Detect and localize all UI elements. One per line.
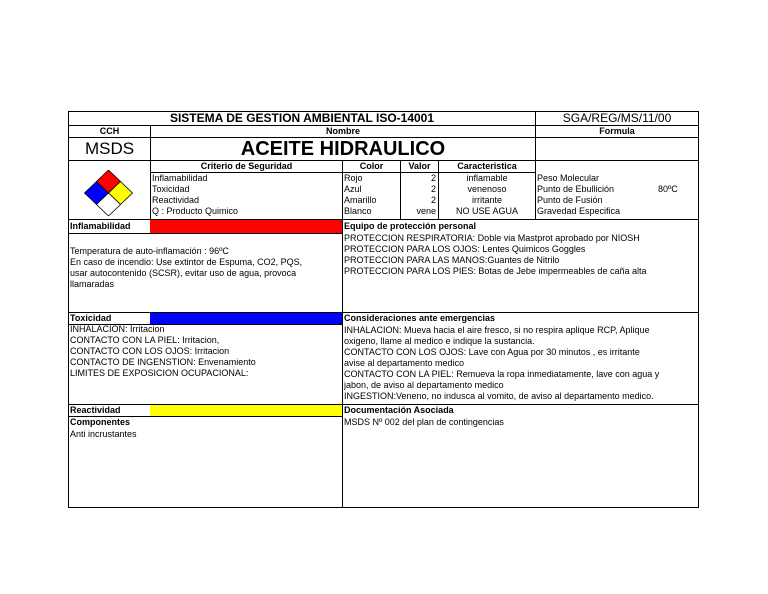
emergencias-title: Consideraciones ante emergencias (344, 313, 496, 323)
caracteristica-cell: inflamable (466, 173, 508, 183)
criterio-cell: Q : Producto Quimico (152, 206, 239, 216)
nfpa-diamond-icon (80, 170, 137, 216)
equipo-text: PROTECCION RESPIRATORIA: Doble via Mastprot aprobado por NIOSH PROTECCION PARA LOS OJOS: Lentes Quimicos Goggles PROTECCION PARA LAS MANOS:Guantes de Nitrilo PROTECCION PARA LOS PIES: Botas de Jebe impermeables de caña alta (344, 233, 647, 276)
color-cell: Rojo (344, 173, 363, 183)
property-label: Peso Molecular (537, 173, 600, 183)
caracteristica-cell: NO USE AGUA (455, 206, 518, 216)
reactividad-color-bar (150, 405, 342, 416)
toxicidad-color-bar (150, 313, 342, 324)
toxicidad-title: Toxicidad (70, 313, 112, 323)
color-cell: Azul (344, 184, 362, 194)
caracteristica-cell: venenoso (467, 184, 507, 194)
cch-header: CCH (99, 126, 120, 136)
nombre-header: Nombre (325, 126, 360, 136)
componentes-text: Anti incrustantes (70, 429, 137, 439)
criterio-header: Criterio de Seguridad (200, 161, 293, 171)
document-code: SGA/REG/MS/11/00 (562, 111, 672, 125)
emergencias-text: INHALACION: Mueva hacia el aire fresco, si no respira aplique RCP, Aplique oxigeno, llame al medico e indique la sustancia. CONTACTO CON LOS OJOS: Lave con Agua por 30 minutos , es irritante avise al departamento medico CONTACTO CON LA PIEL: Remueva la ropa inmediatamente, lave con agua y jabon, de aviso al departamento medico INGESTION:Veneno, no indusca al vomito, de aviso al departamento medico. (344, 325, 660, 401)
inflamabilidad-title: Inflamabilidad (70, 221, 131, 231)
componentes-title: Componentes (70, 417, 131, 427)
toxicidad-text: INHALACION: Irritacion CONTACTO CON LA PIEL: Irritacion, CONTACTO CON LOS OJOS: Irritacion CONTACTO DE INGENSTION: Envenamiento LIMITES DE EXPOSICION OCUPACIONAL: (70, 324, 256, 378)
color-cell: Blanco (344, 206, 372, 216)
valor-cell: 2 (430, 184, 436, 194)
valor-cell: vene (416, 206, 436, 216)
document-title: SISTEMA DE GESTION AMBIENTAL ISO-14001 (169, 111, 435, 125)
color-header: Color (359, 161, 384, 171)
valor-header: Valor (408, 161, 431, 171)
color-cell: Amarillo (344, 195, 377, 205)
equipo-title: Equipo de protección personal (344, 221, 477, 231)
property-label: Punto de Fusión (537, 195, 603, 205)
caracteristica-cell: irritante (471, 195, 502, 205)
criterio-cell: Reactividad (152, 195, 200, 205)
documentacion-text: MSDS Nº 002 del plan de contingencias (344, 417, 504, 427)
formula-header: Formula (599, 126, 635, 136)
criterio-cell: Inflamabilidad (152, 173, 208, 183)
inflamabilidad-text: Temperatura de auto-inflamación : 96ºC En caso de incendio: Use extintor de Espuma, CO2, PQS, usar autocontenido (SCSR), evitar uso de agua, provoca llamaradas (70, 246, 303, 289)
criterio-cell: Toxicidad (152, 184, 190, 194)
documentacion-title: Documentación Asociada (344, 405, 454, 415)
property-label: Punto de Ebullición (537, 184, 615, 194)
inflamabilidad-color-bar (150, 220, 342, 233)
property-value: 80ºC (658, 184, 678, 194)
product-name: ACEITE HIDRAULICO (240, 138, 446, 160)
property-label: Gravedad Especifica (537, 206, 621, 216)
caracteristica-header: Caracteristica (457, 161, 517, 171)
msds-label: MSDS (84, 139, 135, 158)
valor-cell: 2 (430, 195, 436, 205)
valor-cell: 2 (430, 173, 436, 183)
reactividad-title: Reactividad (70, 405, 121, 415)
